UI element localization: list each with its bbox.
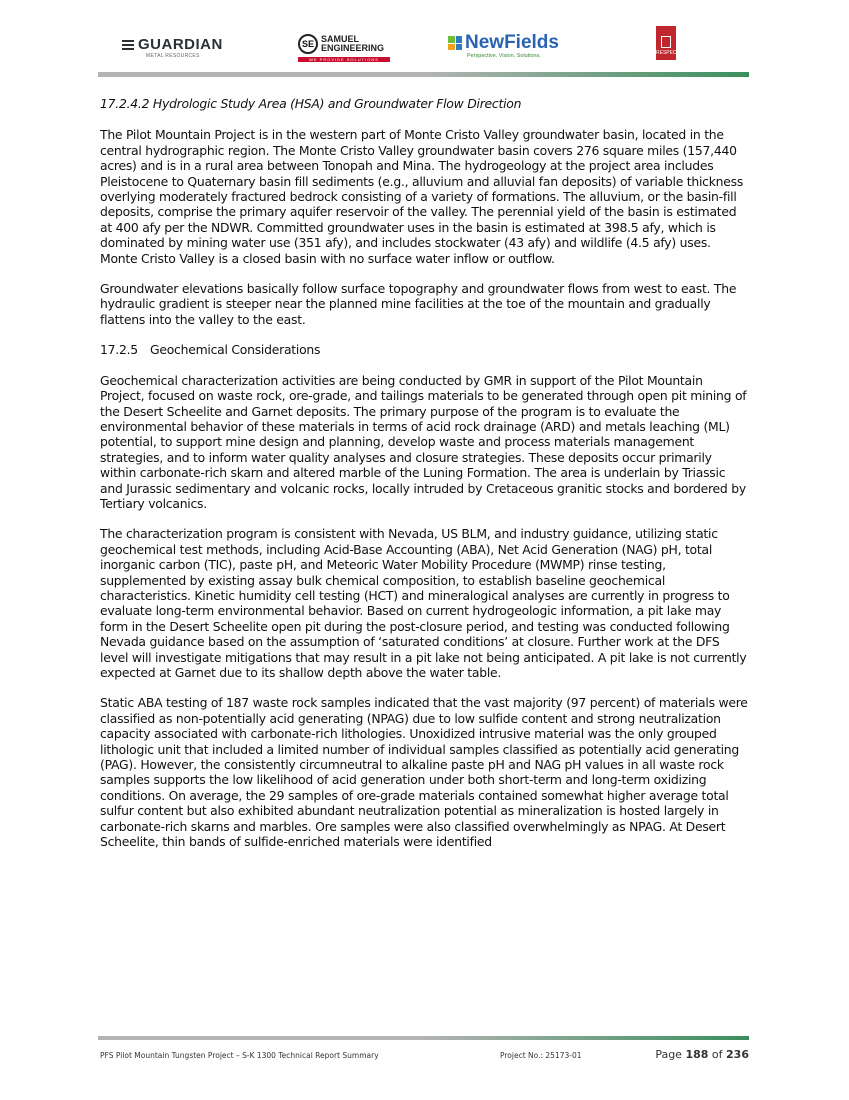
guardian-logo-subtext: METAL RESOURCES — [146, 53, 200, 59]
respec-mark-icon — [661, 36, 671, 48]
samuel-engineering-logo — [298, 34, 385, 62]
page-footer — [100, 1048, 749, 1062]
paragraph: The Pilot Mountain Project is in the western part of Monte Cristo Valley groundwater basin, located in the central hydrographic region. The Monte Cristo Valley groundwater basin covers 276 square miles (157,440 acres) and is in a rural area between Tonopah and Mina. The hydrogeology at the project area includes Pleistocene to Quaternary basin fill sediments (e.g., alluvium and alluvial fan deposits) of variable thickness overlying moderately fractured bedrock consisting of a variety of formations. The alluvium, or the basin-fill deposits, comprise the primary aquifer reservoir of the valley. The perennial yield of the basin is estimated at 400 afy per the NDWR. Committed groundwater uses in the basin is estimated at 398.5 afy, which is dominated by mining water use (351 afy), and includes stockwater (43 afy) and wildlife (4.5 afy) uses. Monte Cristo Valley is a closed basin with no surface water inflow or outflow. — [100, 127, 744, 266]
guardian-logo-text: GUARDIAN — [138, 36, 223, 53]
project-number: Project No.: 25173-01 — [500, 1051, 582, 1060]
section-number: 17.2.5 — [100, 342, 138, 358]
document-body — [100, 96, 750, 864]
paragraph: Static ABA testing of 187 waste rock samples indicated that the vast majority (97 percent) of materials were classified as non-potentially acid generating (NPAG) due to low sulfide content and strong neutralization capacity associated with carbonate-rich lithologies. Unoxidized intrusive material was the only grouped lithologic unit that included a limited number of individual samples classified as potentially acid generating (PAG). However, the consistently circumneutral to alkaline paste pH and NAG pH values in all waste rock samples supports the low likelihood of acid generation under both short-term and long-term oxidizing conditions. On average, the 29 samples of ore-grade materials contained somewhat higher average total sulfur content but also exhibited abundant neutralization potential as mineralization is hosted largely in carbonate-rich skarns and marbles. Ore samples were also classified overwhelmingly as NPAG. At Desert Scheelite, thin bands of sulfide-enriched materials were identified — [100, 695, 748, 850]
guardian-mark-icon — [122, 38, 134, 52]
newfields-logo-text: NewFields — [465, 32, 559, 53]
page-header — [98, 26, 748, 68]
respec-logo-text: RESPEC — [656, 50, 677, 56]
section-heading — [100, 342, 750, 357]
current-page: 188 — [685, 1048, 709, 1061]
page-number: Page 188 of 236 — [655, 1048, 749, 1061]
report-title: PFS Pilot Mountain Tungsten Project – S-K 1300 Technical Report Summary — [100, 1051, 379, 1060]
section-title: Geochemical Considerations — [150, 342, 321, 358]
newfields-logo-tagline: Perspective. Vision. Solutions. — [467, 53, 541, 59]
guardian-logo — [122, 36, 223, 59]
newfields-logo — [448, 32, 559, 59]
paragraph: Geochemical characterization activities are being conducted by GMR in support of the Pilot Mountain Project, focused on waste rock, ore-grade, and tailings materials to be generated through open pit mining of the Desert Scheelite and Garnet deposits. The primary purpose of the program is to evaluate the environmental behavior of these materials in terms of acid rock drainage (ARD) and metals leaching (ML) potential, to support mine design and planning, develop waste and process materials management strategies, and to inform water quality analyses and closure strategies. These deposits occur primarily within carbonate-rich skarn and altered marble of the Luning Formation. The area is underlain by Triassic and Jurassic sedimentary and volcanic rocks, locally intruded by Cretaceous granitic stocks and bordered by Tertiary volcanics. — [100, 372, 747, 511]
respec-logo — [656, 26, 676, 60]
samuel-logo-line1: SAMUEL — [321, 34, 359, 44]
subsection-heading: 17.2.4.2 Hydrologic Study Area (HSA) and Groundwater Flow Direction — [100, 96, 522, 111]
newfields-squares-icon — [448, 36, 462, 50]
paragraph: The characterization program is consistent with Nevada, US BLM, and industry guidance, utilizing static geochemical test methods, including Acid-Base Accounting (ABA), Net Acid Generation (NAG) pH, total inorganic carbon (TIC), paste pH, and Meteoric Water Mobility Procedure (MWMP) rinse testing, supplemented by existing assay bulk chemical composition, to establish baseline geochemical characteristics. Kinetic humidity cell testing (HCT) and mineralogical analyses are currently in progress to evaluate long-term environmental behavior. Based on current hydrogeologic information, a pit lake may form in the Desert Scheelite open pit during the post-closure period, and testing was conducted following Nevada guidance based on the assumption of ‘saturated conditions’ at closure. Further work at the DFS level will investigate mitigations that may result in a pit lake not being anticipated. A pit lake is not currently expected at Garnet due to its shallow depth above the water table. — [100, 526, 747, 680]
samuel-logo-line2: ENGINEERING — [321, 43, 385, 53]
paragraph: Groundwater elevations basically follow surface topography and groundwater flows from west to east. The hydraulic gradient is steeper near the planned mine facilities at the toe of the mountain and gradually flattens into the valley to the east. — [100, 281, 737, 327]
se-circle-icon: SE — [298, 34, 318, 54]
header-divider — [98, 72, 749, 77]
samuel-logo-tagline: WE PROVIDE SOLUTIONS — [298, 57, 390, 62]
footer-divider — [98, 1036, 749, 1040]
total-pages: 236 — [726, 1048, 749, 1061]
